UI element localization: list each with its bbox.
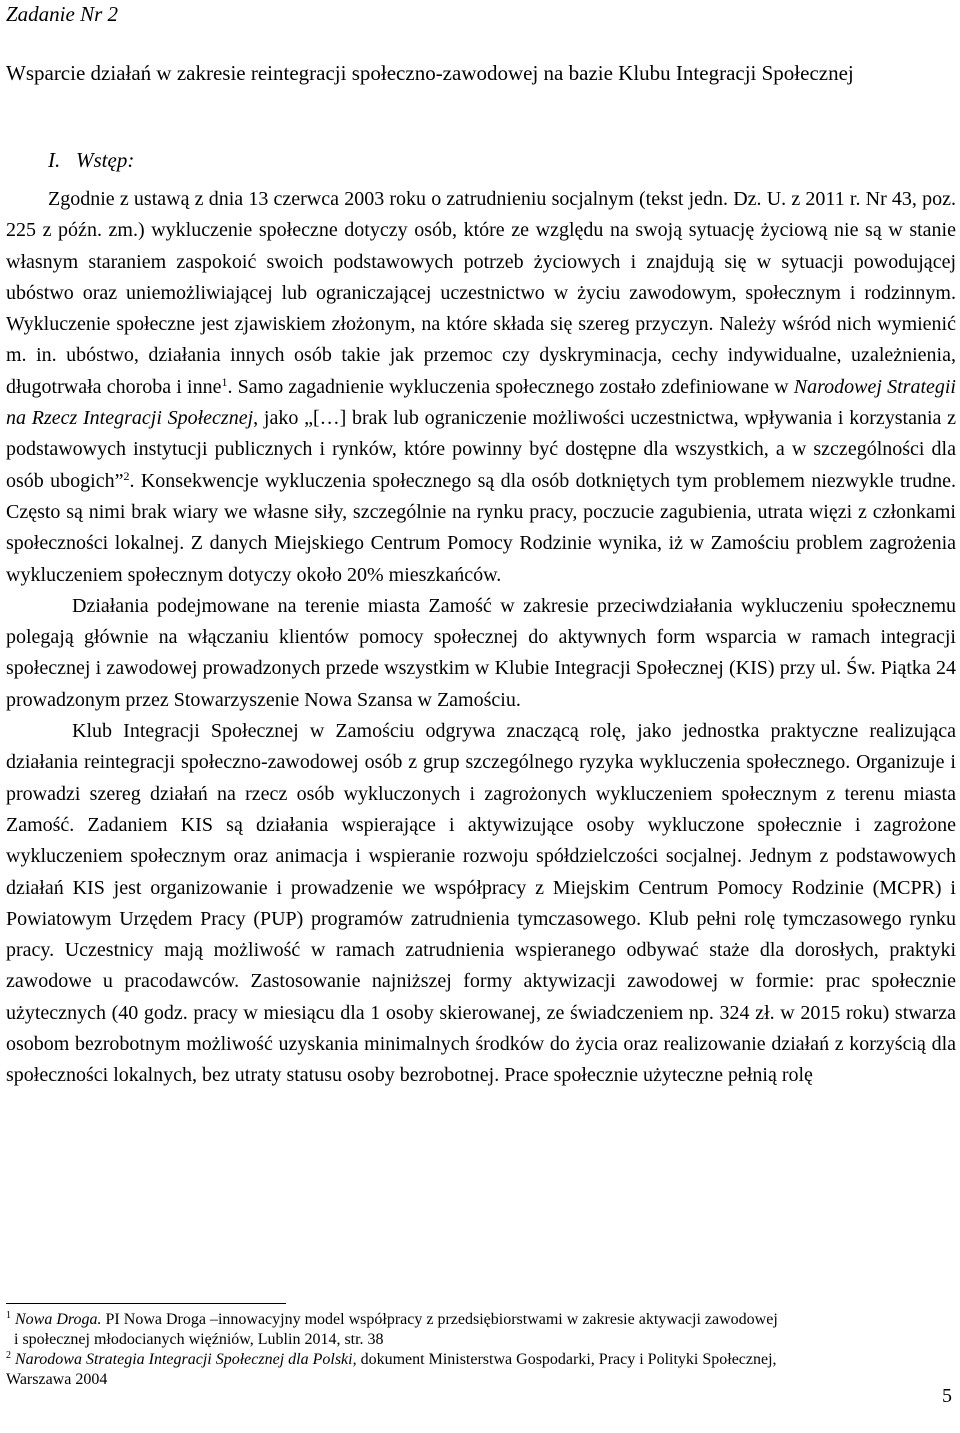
paragraph-intro-text-3: , jako „[…] brak lub ograniczenie możliwości uczestnictwa, wpływania i korzystania z podstawowych instytucji publicznych i rynków, które powinny być dostępne dla wszystkich, a w szczególności dla osób ubogich” (6, 407, 957, 492)
footnote-1-number: 1 (6, 1310, 11, 1321)
footnote-2-number: 2 (6, 1350, 11, 1361)
footnote-2-line-1: , dokument Ministerstwa Gospodarki, Pracy i Polityki Społecznej, (352, 1351, 777, 1368)
footnote-2-italic: Narodowa Strategia Integracji Społecznej dla Polski (15, 1351, 353, 1368)
footnote-2 (6, 1350, 946, 1370)
paragraph-intro (6, 184, 956, 591)
paragraph-intro-text-2: . Samo zagadnienie wykluczenia społecznego zostało zdefiniowane w (227, 375, 794, 398)
footnote-ref-2: 2 (123, 468, 130, 483)
page-number: 5 (942, 1385, 952, 1407)
footnote-1 (6, 1310, 946, 1330)
section-title: Wstęp: (76, 148, 135, 172)
footnote-1-italic: Nowa Droga. (15, 1311, 102, 1328)
footnote-1-line-2: i społecznej młodocianych więźniów, Lublin 2014, str. 38 (14, 1331, 384, 1348)
task-title: Wsparcie działań w zakresie reintegracji społeczno-zawodowej na bazie Klubu Integracji Społecznej (6, 61, 854, 85)
section-number: I. (48, 148, 61, 172)
paragraph-actions: Działania podejmowane na terenie miasta Zamość w zakresie przeciwdziałania wykluczeniu społecznemu polegają głównie na włączaniu klientów pomocy społecznej do aktywnych form wsparcia w ramach integracji społecznej i zawodowej prowadzonych przede wszystkim w Klubie Integracji Społecznej (KIS) przy ul. Św. Piątka 24 prowadzonym przez Stowarzyszenie Nowa Szansa w Zamościu. (6, 594, 956, 711)
paragraph-kis: Klub Integracji Społecznej w Zamościu odgrywa znaczącą rolę, jako jednostka praktyczne realizująca działania reintegracji społeczno-zawodowej osób z grup szczególnego ryzyka wykluczenia społecznego. Organizuje i prowadzi szereg działań na rzecz osób wykluczonych i zagrożonych wykluczeniem społecznym z terenu miasta Zamość. Zadaniem KIS są działania wspierające i aktywizujące osoby wykluczone społecznie i zagrożone wykluczeniem społecznym oraz animacja i wspieranie rozwoju spółdzielczości socjalnej. Jednym z podstawowych działań KIS jest organizowanie i prowadzenie we współpracy z Miejskim Centrum Pomocy Rodzinie (MCPR) i Powiatowym Urzędem Pracy (PUP) programów zatrudnienia tymczasowego. Klub pełni rolę tymczasowego rynku pracy. Uczestnicy mają możliwość w ramach zatrudnienia wspieranego odbywać staże dla dorosłych, praktyki zawodowe u pracodawców. Zastosowanie najniższej formy aktywizacji zawodowej w formie: prac społecznie użytecznych (40 godz. pracy w miesiącu dla 1 osoby skierowanej, ze świadczeniem np. 324 zł. w 2015 roku) stwarza osobom bezrobotnym możliwość uzyskania minimalnych środków do życia oraz realizowanie działań z korzyścią dla społeczności lokalnych, bez utraty statusu osoby bezrobotnej. Prace społecznie użyteczne pełnią rolę (6, 720, 956, 1087)
footnote-ref-1: 1 (221, 374, 228, 389)
task-heading: Zadanie Nr 2 (6, 2, 119, 26)
footnote-1-line-1: PI Nowa Droga –innowacyjny model współpracy z przedsiębiorstwami w zakresie aktywacji zawodowej (101, 1311, 778, 1328)
body-text (6, 184, 956, 1092)
section-heading (48, 146, 134, 174)
footnote-2-line-2: Warszawa 2004 (6, 1371, 108, 1388)
paragraph-intro-text-4: . Konsekwencje wykluczenia społecznego są dla osób dotkniętych tym problemem niezwykle trudne. Często są nimi brak wiary we własne siły, szczególnie na rynku pracy, poczucie zagubienia, utrata więzi z członkami społeczności lokalnej. Z danych Miejskiego Centrum Pomocy Rodzinie wynika, iż w Zamościu problem zagrożenia wykluczeniem społecznym dotyczy około 20% mieszkańców. (6, 469, 956, 586)
paragraph-intro-text-1: Zgodnie z ustawą z dnia 13 czerwca 2003 roku o zatrudnieniu socjalnym (tekst jedn. Dz. U. z 2011 r. Nr 43, poz. 225 z późn. zm.) wykluczenie społeczne dotyczy osób, które ze względu na swoją sytuację życiową nie są w stanie własnym staraniem zaspokoić swoich podstawowych potrzeb życiowych i znajdują się w sytuacji powodującej ubóstwo oraz uniemożliwiającej lub ograniczającej uczestnictwo w życiu zawodowym, społecznym i rodzinnym. Wykluczenie społeczne jest zjawiskiem złożonym, na które składa się szereg przyczyn. Należy wśród nich wymienić m. in. ubóstwo, działania innych osób takie jak przemoc czy dyskryminacja, cechy indywidualne, uzależnienia, długotrwała choroba i inne (6, 188, 956, 398)
footnote-separator (6, 1303, 286, 1304)
strategy-title: Narodowej Strategii na Rzecz Integracji Społecznej (6, 375, 956, 430)
footnotes (6, 1310, 946, 1390)
